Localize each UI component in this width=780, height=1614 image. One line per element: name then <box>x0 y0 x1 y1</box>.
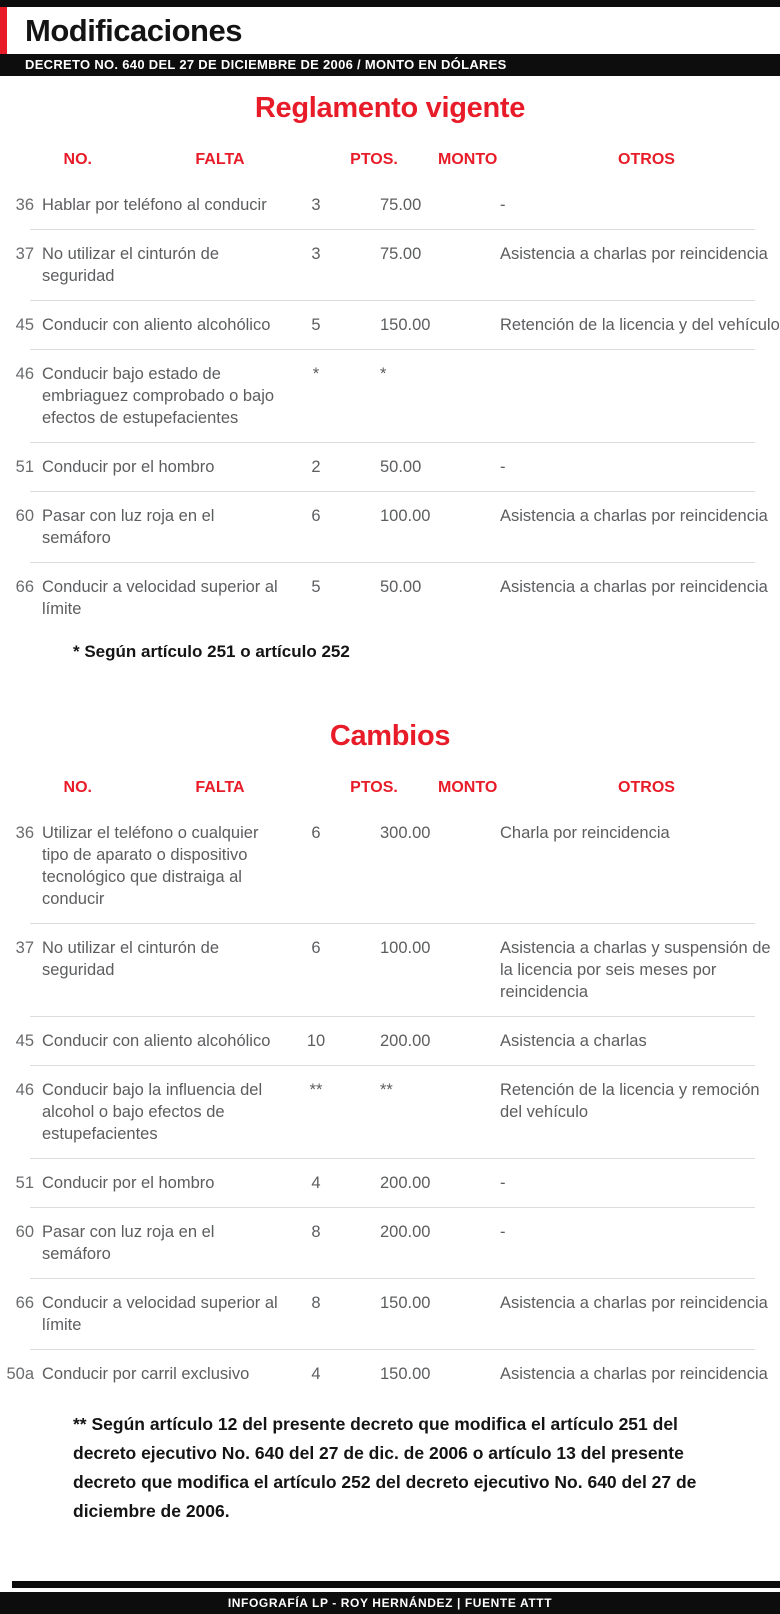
ptos-cell: 6 <box>311 939 321 957</box>
otros-cell: - <box>500 458 506 476</box>
ptos-cell: 6 <box>311 507 321 525</box>
column-header-otros: OTROS <box>618 151 675 168</box>
ptos-cell: 8 <box>311 1223 321 1241</box>
otros-cell: Retención de la licencia y remoción del vehículo <box>500 1081 760 1121</box>
table-row <box>0 301 780 349</box>
ptos-cell: 2 <box>311 458 321 476</box>
otros-cell: Asistencia a charlas por reincidencia <box>500 507 768 525</box>
table-row <box>0 443 780 491</box>
otros-cell: Retención de la licencia y del vehículo <box>500 316 780 334</box>
falta-cell: No utilizar el cinturón de seguridad <box>42 245 220 285</box>
table-rows <box>0 809 780 1398</box>
falta-cell: Pasar con luz roja en el semáforo <box>42 507 215 547</box>
ptos-cell: ** <box>309 1081 323 1099</box>
footnote-double-asterisk: ** Según artículo 12 del presente decreto que modifica el artículo 251 del decreto ejecutivo No. 640 del 27 de dic. de 2006 o artículo 13 del presente decreto que modifica el artículo 252 del decreto ejecutivo No. 640 del 27 de diciembre de 2006. <box>73 1414 697 1521</box>
monto-cell: 50.00 <box>380 578 422 596</box>
monto-cell: 150.00 <box>380 1294 431 1312</box>
table-row <box>0 181 780 229</box>
top-black-bar <box>0 0 780 7</box>
credit-bar <box>0 1592 780 1614</box>
falta-cell: Hablar por teléfono al conducir <box>42 196 267 214</box>
bottom-thin-black-bar <box>12 1581 780 1588</box>
column-header-falta: FALTA <box>195 151 245 168</box>
otros-cell: - <box>500 196 506 214</box>
ptos-cell: 10 <box>306 1032 326 1050</box>
decree-subtitle: DECRETO NO. 640 DEL 27 DE DICIEMBRE DE 2006 / MONTO EN DÓLARES <box>25 57 507 72</box>
column-header-monto: MONTO <box>438 151 498 168</box>
falta-cell: Conducir a velocidad superior al límite <box>42 1294 278 1334</box>
row-number: 46 <box>15 1081 34 1099</box>
otros-cell: Charla por reincidencia <box>500 824 670 842</box>
column-header-falta: FALTA <box>195 779 245 796</box>
falta-cell: Pasar con luz roja en el semáforo <box>42 1223 215 1263</box>
masthead <box>0 7 780 54</box>
row-number: 36 <box>15 196 34 214</box>
falta-cell: Utilizar el teléfono o cualquier tipo de aparato o dispositivo tecnológico que distraiga al conducir <box>42 824 259 908</box>
table-row <box>0 1279 780 1349</box>
table-row <box>0 1350 780 1398</box>
monto-cell: ** <box>380 1081 393 1099</box>
table-row <box>0 1066 780 1158</box>
monto-cell: 200.00 <box>380 1223 431 1241</box>
table-row <box>0 1017 780 1065</box>
monto-cell: 75.00 <box>380 196 422 214</box>
monto-cell: 200.00 <box>380 1032 431 1050</box>
monto-cell: 150.00 <box>380 316 431 334</box>
column-header-monto: MONTO <box>438 779 498 796</box>
column-header-row <box>0 151 780 169</box>
falta-cell: Conducir por el hombro <box>42 458 215 476</box>
falta-cell: No utilizar el cinturón de seguridad <box>42 939 220 979</box>
ptos-cell: 4 <box>311 1365 321 1383</box>
ptos-cell: 5 <box>311 316 321 334</box>
row-number: 51 <box>15 1174 34 1192</box>
monto-cell: 50.00 <box>380 458 422 476</box>
table-row <box>0 492 780 562</box>
section-reglamento-vigente <box>0 92 780 666</box>
monto-cell: 200.00 <box>380 1174 431 1192</box>
falta-cell: Conducir con aliento alcohólico <box>42 1032 271 1050</box>
table-rows <box>0 181 780 633</box>
ptos-cell: 8 <box>311 1294 321 1312</box>
ptos-cell: 6 <box>311 824 321 842</box>
falta-cell: Conducir bajo la influencia del alcohol o bajo efectos de estupefacientes <box>42 1081 263 1143</box>
table-row <box>0 1159 780 1207</box>
table-row <box>0 1208 780 1278</box>
otros-cell: - <box>500 1174 506 1192</box>
monto-cell: 100.00 <box>380 507 431 525</box>
ptos-cell: 4 <box>311 1174 321 1192</box>
ptos-cell: 3 <box>311 196 321 214</box>
falta-cell: Conducir por el hombro <box>42 1174 215 1192</box>
decree-subtitle-bar <box>0 54 780 76</box>
otros-cell: Asistencia a charlas por reincidencia <box>500 578 768 596</box>
red-accent-stripe <box>0 7 7 54</box>
table-row <box>0 924 780 1016</box>
row-number: 66 <box>15 1294 34 1312</box>
ptos-cell: 3 <box>311 245 321 263</box>
row-number: 36 <box>15 824 34 842</box>
row-number: 60 <box>15 1223 34 1241</box>
footnote-asterisk: * Según artículo 251 o artículo 252 <box>73 642 350 661</box>
row-number: 60 <box>15 507 34 525</box>
column-header-ptos: PTOS. <box>350 779 398 796</box>
row-number: 66 <box>15 578 34 596</box>
monto-cell: * <box>380 365 387 383</box>
falta-cell: Conducir a velocidad superior al límite <box>42 578 278 618</box>
monto-cell: 300.00 <box>380 824 431 842</box>
row-number: 50a <box>6 1365 34 1383</box>
table-row <box>0 350 780 442</box>
row-number: 51 <box>15 458 34 476</box>
falta-cell: Conducir bajo estado de embriaguez comprobado o bajo efectos de estupefacientes <box>42 365 275 427</box>
otros-cell: - <box>500 1223 506 1241</box>
table-row <box>0 230 780 300</box>
monto-cell: 100.00 <box>380 939 431 957</box>
monto-cell: 75.00 <box>380 245 422 263</box>
ptos-cell: 5 <box>311 578 321 596</box>
otros-cell: Asistencia a charlas por reincidencia <box>500 245 768 263</box>
column-header-no: NO. <box>63 779 92 796</box>
column-header-no: NO. <box>63 151 92 168</box>
column-header-ptos: PTOS. <box>350 151 398 168</box>
row-number: 37 <box>15 939 34 957</box>
section-title: Reglamento vigente <box>254 92 526 124</box>
page-title: Modificaciones <box>25 13 242 48</box>
table-row <box>0 563 780 633</box>
row-number: 46 <box>15 365 34 383</box>
column-header-row <box>0 779 780 797</box>
otros-cell: Asistencia a charlas <box>500 1032 647 1050</box>
table-row <box>0 809 780 923</box>
credit-text: INFOGRAFÍA LP - ROY HERNÁNDEZ | FUENTE ATTT <box>227 1596 553 1610</box>
row-number: 45 <box>15 1032 34 1050</box>
ptos-cell: * <box>312 365 320 383</box>
column-header-otros: OTROS <box>618 779 675 796</box>
falta-cell: Conducir por carril exclusivo <box>42 1365 250 1383</box>
falta-cell: Conducir con aliento alcohólico <box>42 316 271 334</box>
otros-cell <box>470 363 780 429</box>
monto-cell: 150.00 <box>380 1365 431 1383</box>
section-title: Cambios <box>329 720 451 752</box>
otros-cell: Asistencia a charlas por reincidencia <box>500 1365 768 1383</box>
otros-cell: Asistencia a charlas y suspensión de la licencia por seis meses por reincidencia <box>500 939 771 1001</box>
row-number: 37 <box>15 245 34 263</box>
otros-cell: Asistencia a charlas por reincidencia <box>500 1294 768 1312</box>
row-number: 45 <box>15 316 34 334</box>
section-cambios <box>0 720 780 1526</box>
